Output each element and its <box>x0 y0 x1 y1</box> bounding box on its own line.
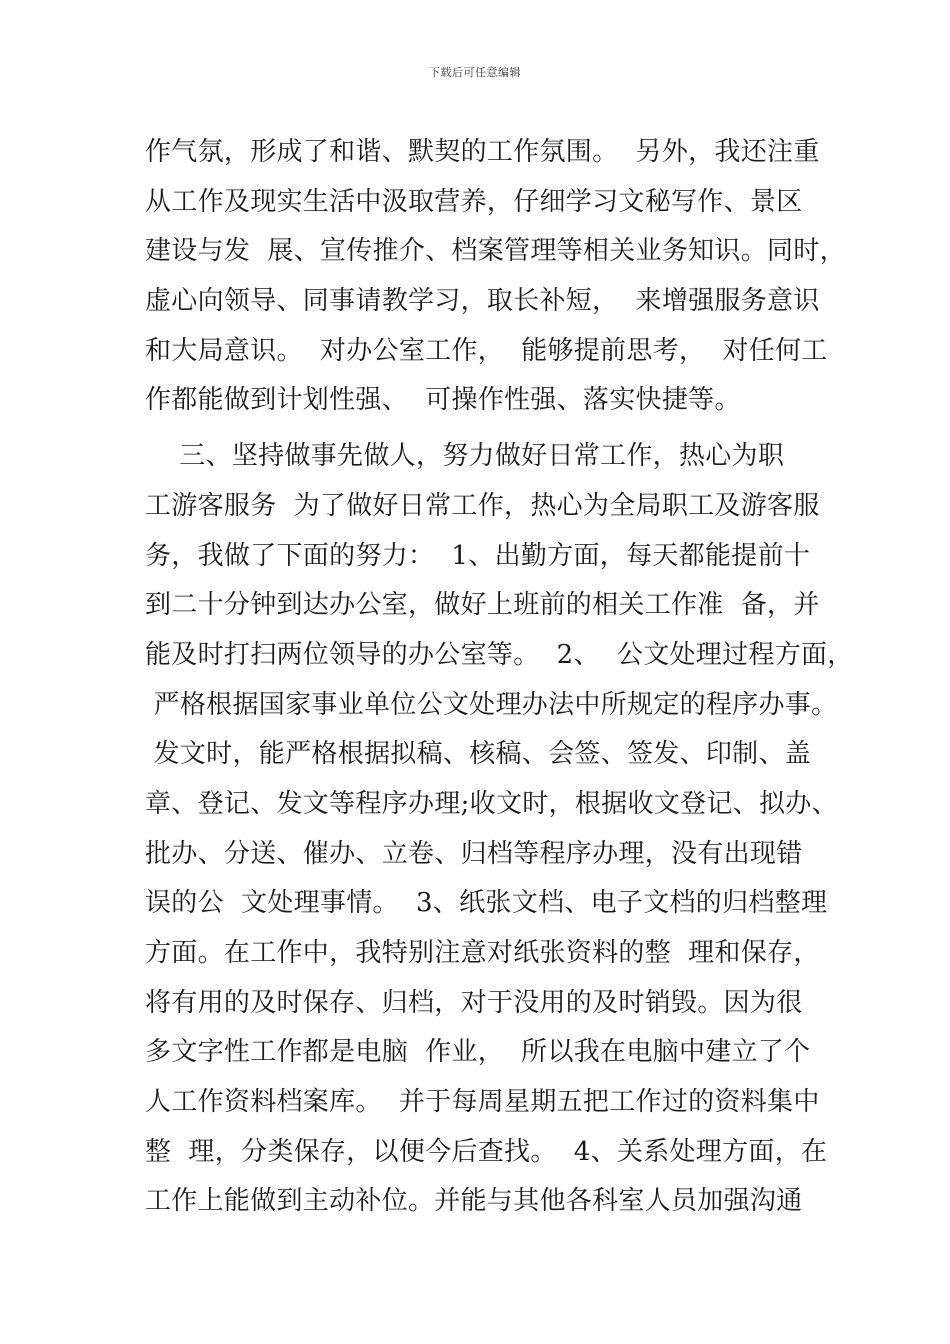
text-line: 整 理，分类保存，以便今后查找。 4、关系处理方面，在 <box>145 1136 828 1167</box>
text-line: 三、坚持做事先做人，努力做好日常工作，热心为职 <box>145 441 785 472</box>
text-line: 工作上能做到主动补位。并能与其他各科室人员加强沟通 <box>145 1186 803 1217</box>
text-line: 严格根据国家事业单位公文处理办法中所规定的程序办事。 <box>145 689 838 720</box>
text-line: 误的公 文处理事情。 3、纸张文档、电子文档的归档整理 <box>145 888 828 919</box>
paragraph-2 <box>145 432 854 1227</box>
document-body <box>145 128 854 1227</box>
text-line: 和大局意识。 对办公室工作， 能够提前思考， 对任何工 <box>145 335 828 366</box>
paragraph-1 <box>145 128 845 426</box>
text-line: 人工作资料档案库。 并于每周星期五把工作过的资料集中 <box>145 1087 820 1118</box>
text-line: 发文时，能严格根据拟稿、核稿、会签、签发、印制、盖 <box>145 739 812 770</box>
text-line: 建设与发 展、宣传推介、档案管理等相关业务知识。同时， <box>145 236 846 267</box>
text-line: 工游客服务 为了做好日常工作，热心为全局职工及游客服 <box>145 490 820 521</box>
text-line: 章、登记、发文等程序办理;收文时，根据收文登记、拟办、 <box>145 788 838 819</box>
text-line: 到二十分钟到达办公室，做好上班前的相关工作准 备，并 <box>145 590 820 621</box>
text-line: 多文字性工作都是电脑 作业， 所以我在电脑中建立了个 <box>145 1037 811 1068</box>
text-line: 方面。在工作中，我特别注意对纸张资料的整 理和保存， <box>145 938 820 968</box>
text-line: 批办、分送、催办、立卷、归档等程序办理，没有出现错 <box>145 838 803 869</box>
text-line: 作都能做到计划性强、 可操作性强、落实快捷等。 <box>145 385 741 416</box>
text-line: 将有用的及时保存、归档，对于没用的及时销毁。因为很 <box>145 987 803 1018</box>
text-line: 从工作及现实生活中汲取营养，仔细学习文秘写作、景区 <box>145 186 803 217</box>
text-line: 能及时打扫两位领导的办公室等。 2、 公文处理过程方面， <box>145 639 854 670</box>
text-line: 务，我做了下面的努力： 1、出勤方面，每天都能提前十 <box>145 540 811 571</box>
text-line: 虚心向领导、同事请教学习，取长补短， 来增强服务意识 <box>145 286 820 317</box>
page-header: 下载后可任意编辑 <box>429 66 521 79</box>
text-line: 作气氛，形成了和谐、默契的工作氛围。 另外，我还注重 <box>145 137 820 167</box>
